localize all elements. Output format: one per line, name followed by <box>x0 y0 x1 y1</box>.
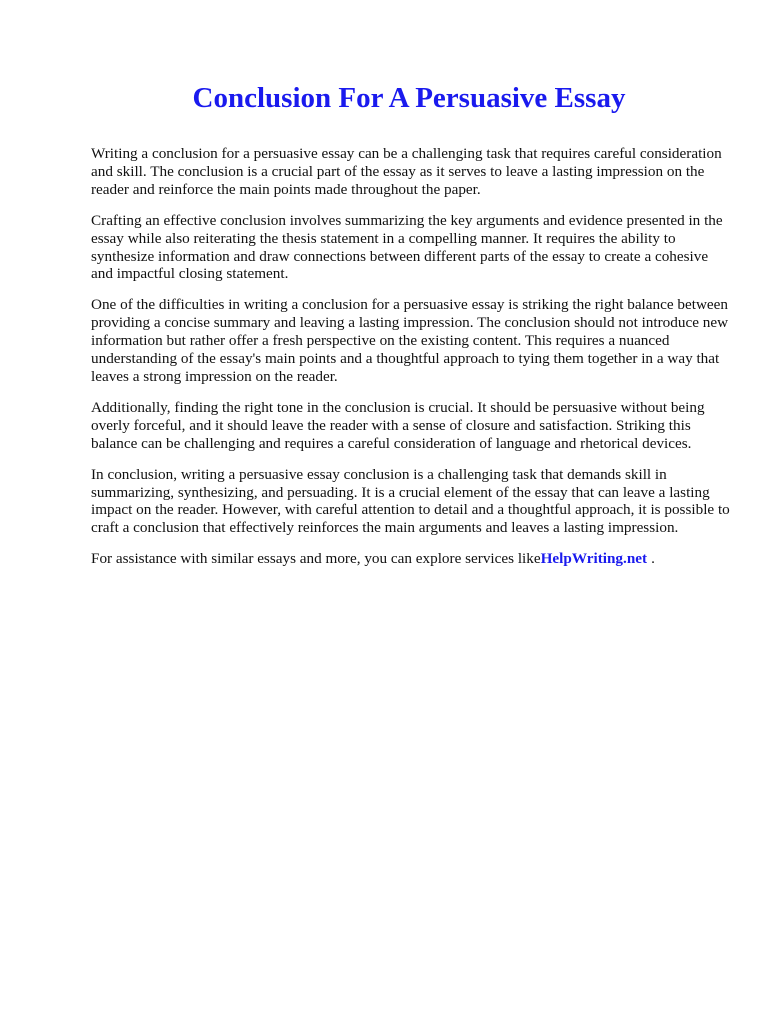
paragraph-1: Writing a conclusion for a persuasive essay can be a challenging task that requires careful consideration and skill. The conclusion is a crucial part of the essay as it serves to leave a lasting impression on the reader and reinforce the main points made throughout the paper. <box>91 145 722 198</box>
paragraph-3: One of the difficulties in writing a conclusion for a persuasive essay is striking the right balance between providing a concise summary and leaving a lasting impression. The conclusion should not introduce new information but rather offer a fresh perspective on the existing content. This requires a nuanced understanding of the essay's main points and a thoughtful approach to tying them together in a way that leaves a strong impression on the reader. <box>91 296 729 385</box>
footer-suffix: . <box>651 550 655 568</box>
helpwriting-link[interactable]: HelpWriting.net <box>540 550 648 568</box>
paragraph-4: Additionally, finding the right tone in the conclusion is crucial. It should be persuasive without being overly forceful, and it should leave the reader with a sense of closure and satisfaction. Striking this balance can be challenging and requires a careful consideration of language and rhetorical devices. <box>91 398 705 452</box>
paragraph-2: Crafting an effective conclusion involves summarizing the key arguments and evidence presented in the essay while also reiterating the thesis statement in a compelling manner. It requires the ability to synthesize information and draw connections between different parts of the essay to create a cohesive and impactful closing statement. <box>91 211 723 283</box>
footer-paragraph <box>91 550 731 568</box>
paragraph-5: In conclusion, writing a persuasive essay conclusion is a challenging task that demands skill in summarizing, synthesizing, and persuading. It is a crucial element of the essay that can leave a lasting impact on the reader. However, with careful attention to detail and a thoughtful approach, it is possible to craft a conclusion that effectively reinforces the main arguments and leaves a lasting impression. <box>91 465 730 537</box>
document-body <box>91 145 731 581</box>
footer-text: For assistance with similar essays and more, you can explore services like <box>91 550 541 568</box>
document-title: Conclusion For A Persuasive Essay <box>192 82 626 114</box>
